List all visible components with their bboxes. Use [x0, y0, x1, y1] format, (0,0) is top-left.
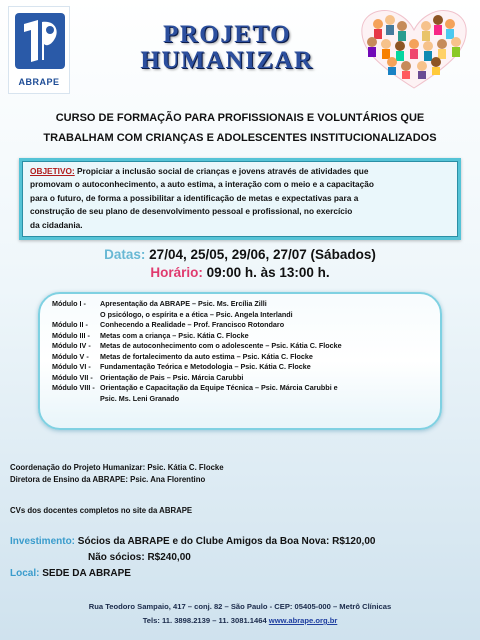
investment-members-value: Sócios da ABRAPE e do Clube Amigos da Boa Nova: R$120,00 — [75, 536, 376, 547]
children-heart-illustration — [356, 4, 472, 92]
module-row — [52, 310, 432, 321]
module-row — [52, 373, 432, 384]
footer-website-link[interactable]: www.abrape.org.br — [268, 616, 338, 625]
objective-label: OBJETIVO: — [30, 166, 75, 176]
course-line-2: TRABALHAM COM CRIANÇAS E ADOLESCENTES INSTITUCIONALIZADOS — [43, 132, 437, 144]
module-row — [52, 362, 432, 373]
objective-line-4: construção de seu plano de desenvolvimento pessoal e profissional, no exercício — [30, 206, 353, 217]
module-number: Módulo VII - — [52, 372, 93, 382]
coordination-info — [10, 462, 224, 486]
module-number — [52, 310, 100, 321]
local-label: Local: — [10, 568, 40, 579]
title-line-1: PROJETO — [162, 21, 292, 48]
module-title: Conhecendo a Realidade – Prof. Francisco Rotondaro — [100, 320, 285, 329]
location — [10, 567, 131, 581]
footer — [0, 600, 480, 628]
module-number: Módulo II - — [52, 320, 88, 329]
abrape-logo — [8, 6, 70, 94]
module-title: Orientação de Pais – Psic. Márcia Carubbi — [100, 372, 244, 382]
logo-text: ABRAPE — [18, 77, 60, 87]
dates-label: Datas: — [104, 247, 146, 262]
course-line-1: CURSO DE FORMAÇÃO PARA PROFISSIONAIS E VOLUNTÁRIOS QUE — [55, 112, 425, 124]
investment-members — [10, 535, 375, 549]
module-title: Metas de autoconhecimento com o adolescente – Psic. Kátia C. Flocke — [100, 341, 342, 350]
course-hours — [0, 264, 480, 282]
project-title — [112, 22, 342, 74]
title-line-2: HUMANIZAR — [140, 47, 314, 74]
cvs-note: CVs dos docentes completos no site da ABRAPE — [10, 506, 193, 515]
course-heading — [20, 108, 460, 148]
footer-address: Rua Teodoro Sampaio, 417 – conj. 82 – São Paulo - CEP: 05405-000 – Metrô Clínicas — [88, 602, 392, 611]
module-row — [52, 352, 432, 363]
local-value: SEDE DA ABRAPE — [39, 568, 131, 579]
module-number: Módulo VIII - — [52, 383, 95, 392]
hours-label: Horário: — [150, 265, 203, 280]
module-number: Módulo VI - — [52, 362, 91, 371]
coordination-line-2: Diretora de Ensino da ABRAPE: Psic. Ana Florentino — [10, 475, 206, 484]
module-number: Módulo I - — [52, 299, 86, 308]
investment-label: Investimento: — [10, 536, 76, 547]
module-title: Apresentação da ABRAPE – Psic. Ms. Ercília Zilli — [100, 299, 267, 308]
logo-mark-icon — [15, 13, 65, 69]
module-row — [52, 320, 432, 331]
module-number: Módulo V - — [52, 351, 89, 361]
coordination-line-1: Coordenação do Projeto Humanizar: Psic. Kátia C. Flocke — [10, 463, 224, 472]
module-row — [52, 341, 432, 352]
module-number — [52, 394, 100, 405]
module-title: Psic. Ms. Leni Granado — [100, 393, 180, 403]
dates-value: 27/04, 25/05, 29/06, 27/07 (Sábados) — [145, 247, 376, 262]
module-title: Metas com a criança – Psic. Kátia C. Flocke — [100, 330, 249, 340]
modules-box — [38, 292, 442, 430]
course-dates — [0, 246, 480, 264]
module-row — [52, 331, 432, 342]
module-row — [52, 299, 432, 310]
objective-line-3: para o futuro, de forma a possibilitar a identificação de metas e expectativas para a — [30, 192, 359, 203]
hours-value: 09:00 h. às 13:00 h. — [202, 265, 330, 280]
module-title: Orientação e Capacitação da Equipe Técnica – Psic. Márcia Carubbi e — [100, 383, 338, 392]
investment-non-members: Não sócios: R$240,00 — [88, 552, 191, 563]
objective-line-1: Propiciar a inclusão social de crianças e jovens através de atividades que — [74, 166, 369, 176]
module-title: Metas de fortalecimento da auto estima – Psic. Kátia C. Flocke — [100, 351, 313, 361]
objective-box — [19, 158, 461, 240]
objective-line-5: da cidadania. — [30, 219, 83, 230]
objective-line-2: promovam o autoconhecimento, a auto estima, a interação com o meio e a capacitação — [30, 179, 374, 190]
module-row — [52, 383, 432, 394]
module-number: Módulo IV - — [52, 341, 91, 350]
module-title: Fundamentação Teórica e Metodologia – Psic. Kátia C. Flocke — [100, 362, 311, 371]
module-number: Módulo III - — [52, 330, 90, 340]
module-row — [52, 394, 432, 405]
module-title: O psicólogo, o espírita e a ética – Psic. Angela Interlandi — [100, 309, 293, 319]
footer-phones: Tels: 11. 3898.2139 – 11. 3081.1464 — [142, 616, 269, 625]
